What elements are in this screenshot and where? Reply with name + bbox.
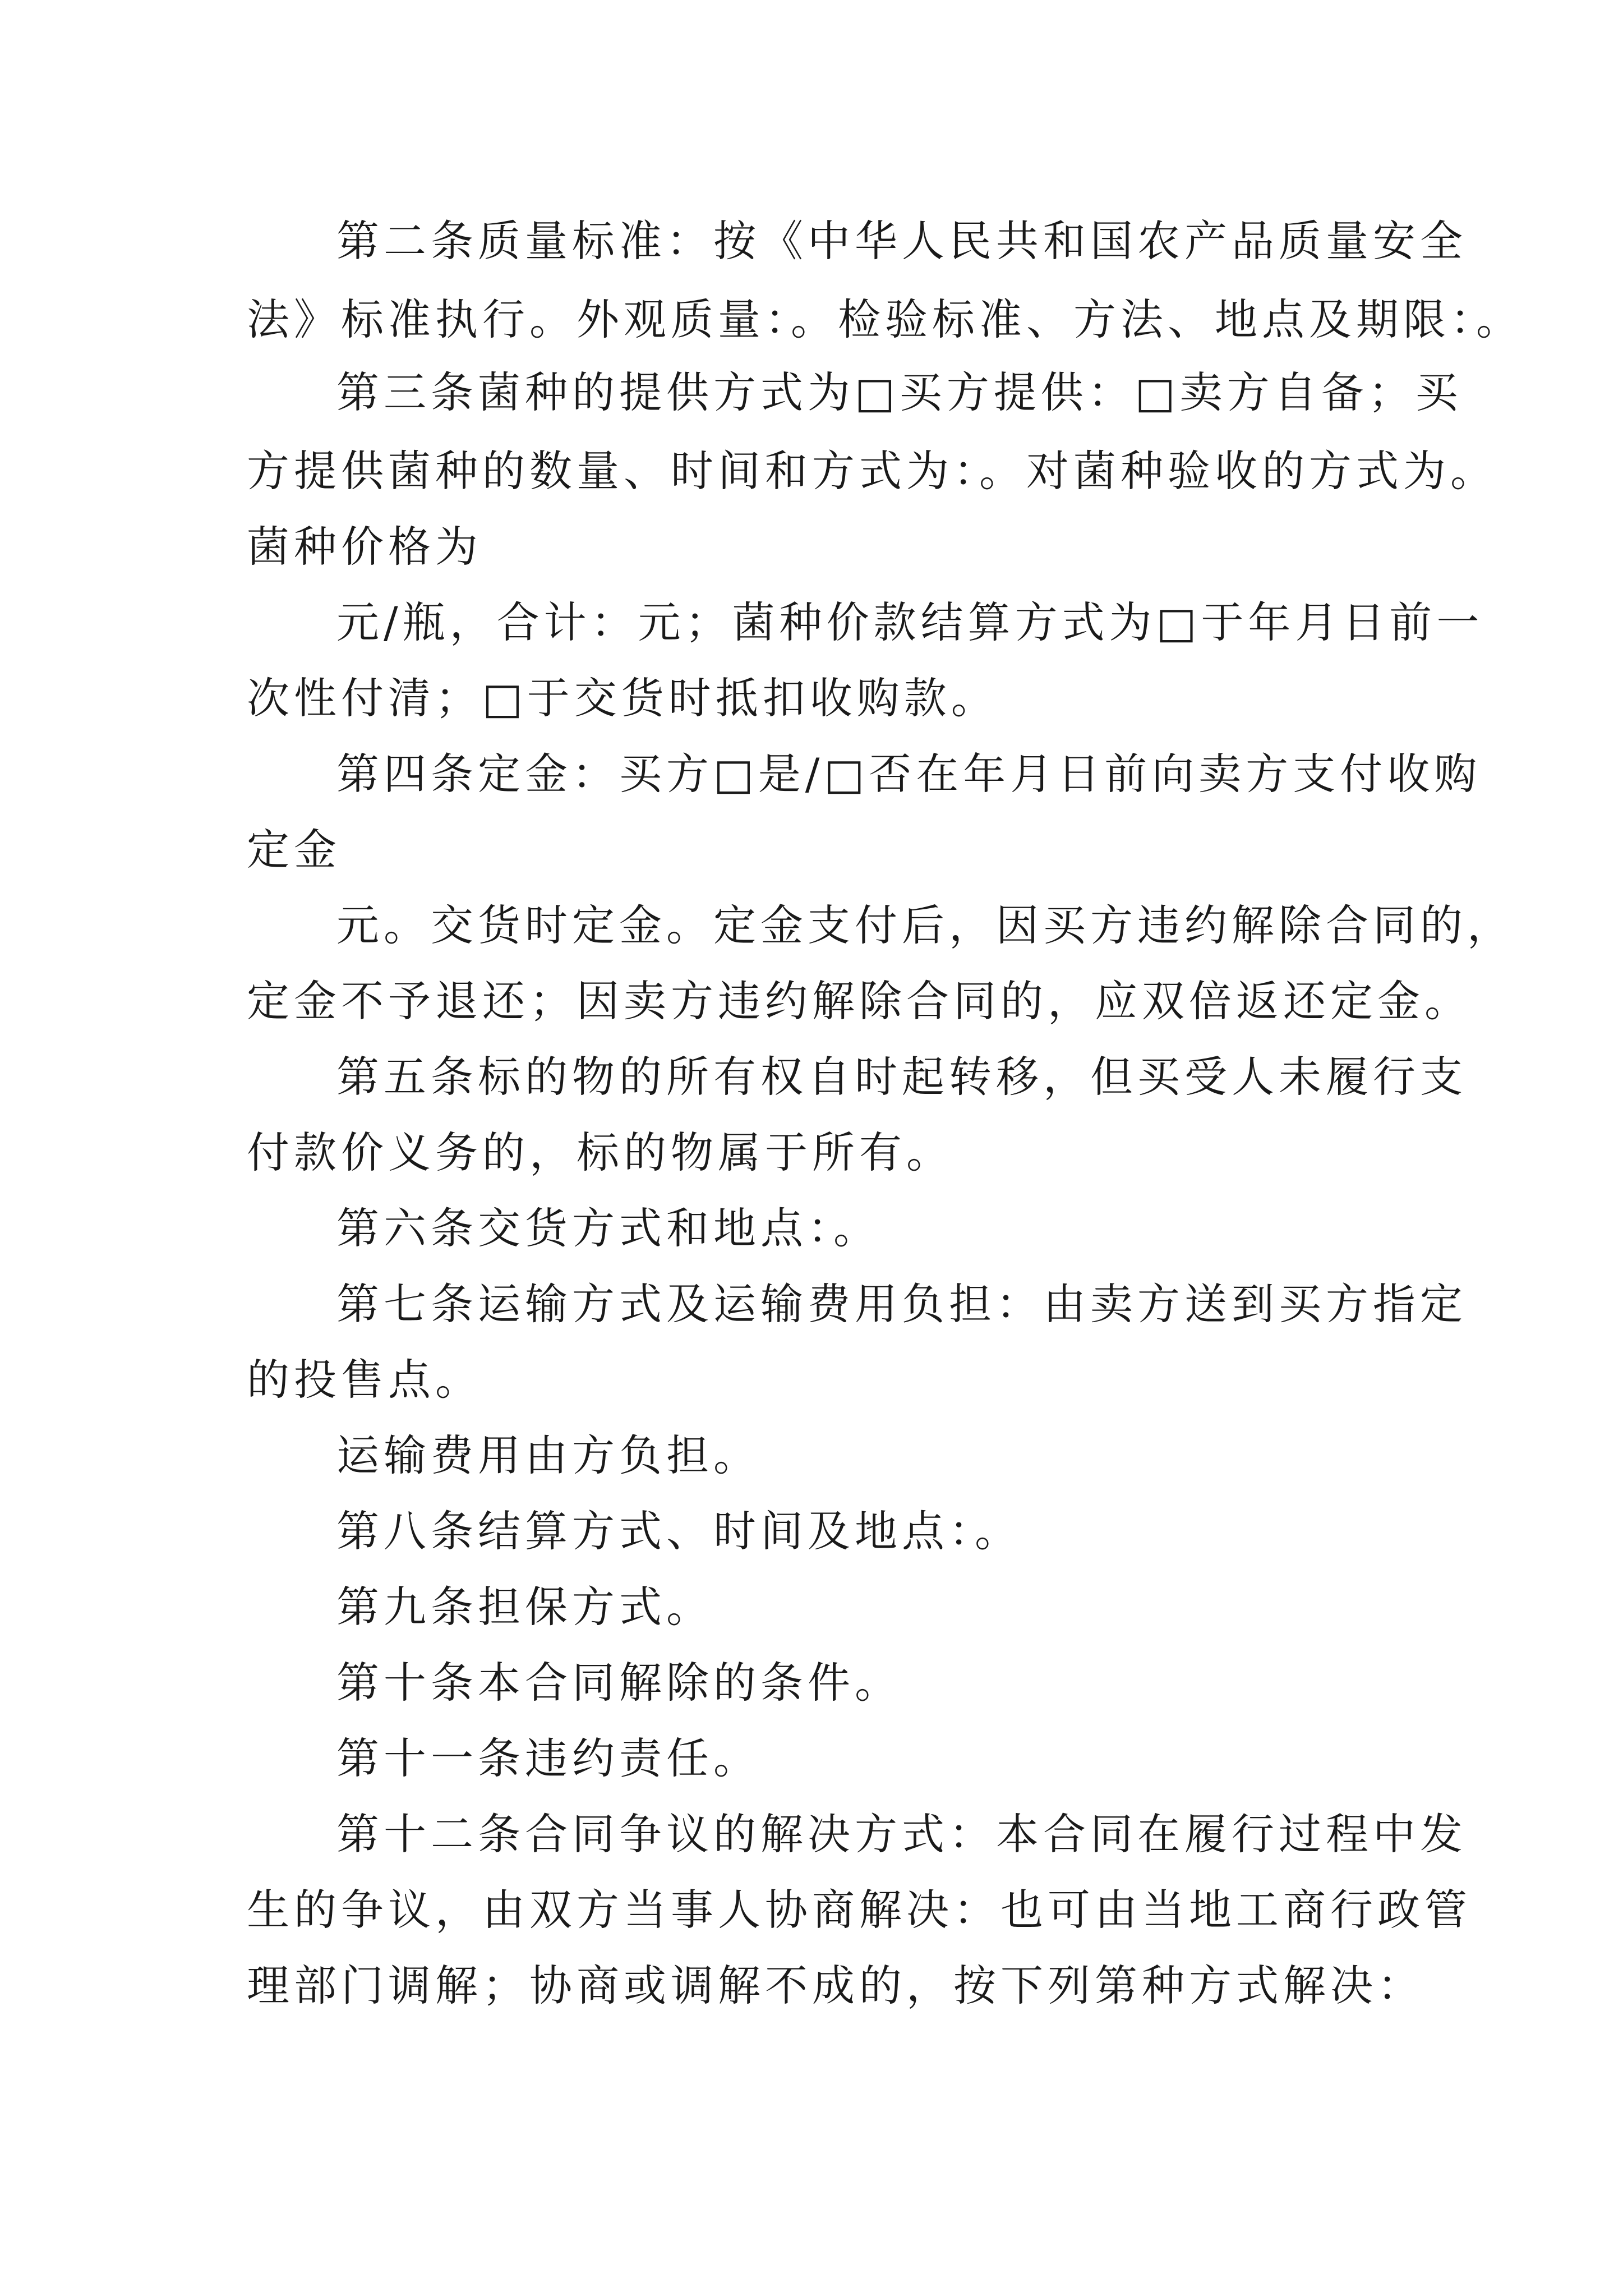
- text-line: 元。交货时定金。定金支付后，因买方违约解除合同的，: [336, 900, 1514, 950]
- text-line: 理部门调解；协商或调解不成的，按下列第种方式解决：: [247, 1961, 1424, 2010]
- text-line: 第二条质量标准：按《中华人民共和国农产品质量安全: [336, 216, 1467, 266]
- text-line: 定金不予退还；因卖方违约解除合同的，应双倍返还定金。: [247, 976, 1472, 1026]
- text-line: 第四条定金：买方□是/□否在年月日前向卖方支付收购: [336, 749, 1482, 799]
- text-line: 第十条本合同解除的条件。: [336, 1658, 902, 1708]
- text-line: 生的争议，由双方当事人协商解决：也可由当地工商行政管: [247, 1885, 1472, 1935]
- text-line: 的投售点。: [247, 1355, 482, 1405]
- text-line: 第七条运输方式及运输费用负担：由卖方送到买方指定: [336, 1279, 1467, 1329]
- text-line: 菌种价格为: [247, 522, 482, 572]
- text-line: 运输费用由方负担。: [336, 1430, 760, 1480]
- text-line: 第十一条违约责任。: [336, 1733, 760, 1783]
- text-line: 元/瓶，合计：元；菌种价款结算方式为□于年月日前一: [336, 597, 1484, 647]
- text-line: 第八条结算方式、时间及地点：。: [336, 1506, 1022, 1556]
- text-line: 法》标准执行。外观质量：。检验标准、方法、地点及期限：。: [247, 295, 1523, 344]
- text-line: 第三条菌种的提供方式为□买方提供：□卖方自备；买: [336, 367, 1463, 417]
- text-line: 方提供菌种的数量、时间和方式为：。对菌种验收的方式为。: [247, 446, 1497, 496]
- text-line: 第十二条合同争议的解决方式：本合同在履行过程中发: [336, 1809, 1467, 1859]
- text-line: 次性付清；□于交货时抵扣收购款。: [247, 673, 998, 723]
- text-line: 定金: [247, 825, 341, 875]
- text-line: 第五条标的物的所有权自时起转移，但买受人未履行支: [336, 1052, 1467, 1102]
- text-line: 付款价义务的，标的物属于所有。: [247, 1128, 953, 1177]
- text-line: 第九条担保方式。: [336, 1582, 713, 1632]
- text-line: 第六条交货方式和地点：。: [336, 1203, 880, 1253]
